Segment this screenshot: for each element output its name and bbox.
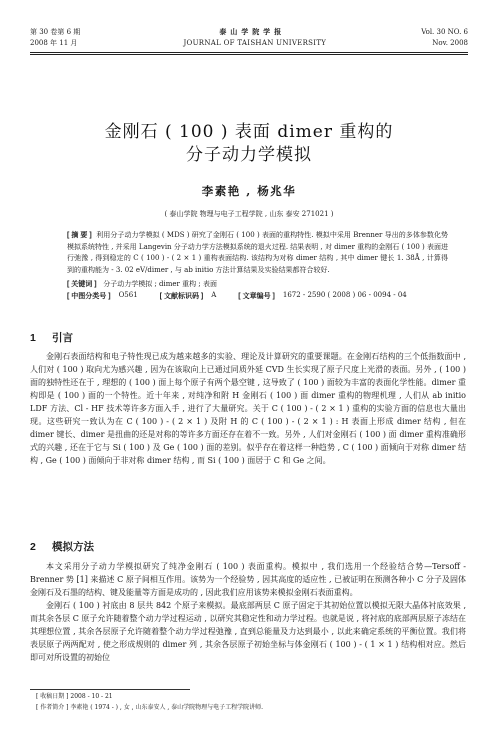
clc-value: O561 — [118, 291, 138, 299]
volume-issue-en: Vol. 30 NO. 6 — [421, 28, 468, 36]
abstract-text: 利用分子动力学模拟 ( MDS ) 研究了金刚石 ( 100 ) 表面的重构特性. 模拟中采用 Brenner 导出的多体参数化势模拟系统特性 , 并采用 Langevin 分子动力学方法模拟系统的退火过程. 结果表明 , 对 dimer 重构的金刚石 ( 100 ) 表面进行弛豫 , 得到稳定的 C ( 100 ) - ( 2 × 1 ) 重构表面结构. 该结构为对称 dimer 结构 , 其中 dimer 键长 1. 38Å , 计算得到的重构能为 - 3. 02 eV/dimer , 与 ab initio 方法计算结果及实验结果都符合较好. — [67, 231, 448, 274]
article-number-label: [ 文章编号 ] — [238, 293, 275, 300]
keywords-text: 分子动力学模拟 ; dimer 重构 ; 表面 — [103, 280, 217, 288]
running-header — [30, 27, 468, 49]
doc-code-value: A — [211, 291, 217, 299]
classification-meta — [67, 291, 458, 301]
clc-label: [ 中图分类号 ] — [67, 293, 111, 300]
body-paragraph: 金刚石 ( 100 ) 衬底由 8 层共 842 个原子来模拟。最底部两层 C 原子固定于其初始位置以模拟无限大晶体衬底效果 , 而其余各层 C 原子允许随着整个动力学过程运动 , 以研究其稳定性和动力学过程。也就是说 , 将衬底的底部两层原子冻结在其理想位置 , 其余各层原子允许随着整个动力学过程弛豫 , 直到总能量及力达到最小 , 以此来确定系统的平衡位置。我们将表层原子两两配对 , 使之形成规则的 dimer 列 , 其余各层原子初始坐标与体金刚石 ( 100 ) - ( 1 × 1 ) 结构相对应。然后即可对所设置的初始位 — [30, 601, 466, 662]
journal-name-cn: 泰 山 学 院 学 报 — [219, 29, 283, 36]
author-affiliation: ( 泰山学院 物理与电子工程学院 , 山东 泰安 271021 ) — [164, 210, 334, 218]
section-heading-method — [30, 539, 94, 554]
abstract-block — [67, 230, 448, 276]
footnote-rule — [30, 689, 190, 690]
header-rule-thin — [30, 54, 468, 55]
footnote-author-bio: [ 作者简介 ] 李素艳 ( 1974 - ) , 女 , 山东泰安人 , 泰山学院物理与电子工程学院讲师. — [36, 704, 264, 711]
section-heading-introduction — [30, 330, 73, 345]
issue-date-cn: 2008 年 11 月 — [30, 39, 78, 47]
section-title: 引言 — [52, 332, 73, 344]
section-title: 模拟方法 — [52, 541, 94, 553]
introduction-body — [30, 350, 466, 467]
issue-date-en: Nov. 2008 — [432, 39, 468, 47]
paper-title-line-1: 金刚石 ( 100 ) 表面 dimer 重构的 — [104, 122, 394, 142]
paper-title-line-2: 分子动力学模拟 — [186, 145, 312, 165]
article-number-value: 1672 - 2590 ( 2008 ) 06 - 0094 - 04 — [282, 291, 407, 299]
keywords-block — [67, 279, 448, 291]
journal-name-en: JOURNAL OF TAISHAN UNIVERSITY — [183, 39, 327, 47]
section-number: 2 — [30, 541, 36, 553]
section-number: 1 — [30, 332, 36, 344]
volume-issue-cn: 第 30 卷第 6 期 — [30, 28, 81, 36]
document-code — [160, 291, 217, 301]
doc-code-label: [ 文献标识码 ] — [159, 293, 204, 300]
body-paragraph: 金刚石表面结构和电子特性现已成为越来越多的实验、理论及计算研究的重要课题。在金刚石结构的三个低指数面中 , 人们对 ( 100 ) 取向尤为感兴趣 , 因为在该取向上已通过同质外延 CVD 生长实现了原子尺度上光滑的表面。另外 , ( 100 ) 面的独特性还在于 , 理想的 ( 100 ) 面上每个原子有两个悬空键 , 这导致了 ( 100 ) 面较为丰富的表面化学性能。dimer 重构即是 ( 100 ) 面的一个特性。近十年来 , 对纯净和附 H 金刚石 ( 100 ) 面 dimer 重构的物理机理 , 人们从 ab initio LDF 方法、Cl - HF 技术等许多方面入手 , 进行了大量研究。关于 C ( 100 ) - ( 2 × 1 ) 重构的实验方面的信息也大量出现。这些研究一致认为在 C ( 100 ) - ( 2 × 1 ) 及附 H 的 C ( 100 ) - ( 2 × 1 ) : H 表面上形成 dimer 结构 , 但在 dimer 键长、dimer 是扭曲的还是对称的等许多方面还存在着不一致。另外 , 人们对金刚石 ( 100 ) 面 dimer 重构准确形式的兴趣 , 还在于它与 Si ( 100 ) 及 Ge ( 100 ) 面的差别。似乎存在着这样一种趋势 , C ( 100 ) 面倾向于对称 dimer 结构 , Ge ( 100 ) 面倾向于非对称 dimer 结构 , 而 Si ( 100 ) 面居于 C 和 Ge 之间。 — [30, 352, 466, 465]
paper-authors: 李素艳 , 杨兆华 — [201, 184, 297, 198]
body-paragraph: 本文采用分子动力学模拟研究了纯净金刚石 ( 100 ) 表面重构。模拟中 , 我们选用一个经验结合势—Tersoff - Brenner 势 [1] 来描述 C 原子间相互作用。该势为一个经验势 , 因其高度的适应性 , 已被证明在预测各种小 C 分子及固体金刚石及石墨的结构、键及能量等方面是成功的 , 因此我们应用该势来模拟金刚石表面重构。 — [30, 562, 466, 597]
article-number — [238, 291, 406, 301]
clc-number — [67, 291, 138, 301]
keywords-label: [ 关键词 ] — [67, 281, 97, 288]
method-body — [30, 560, 466, 664]
abstract-label: [ 摘 要 ] — [67, 232, 92, 239]
header-rule-thick — [30, 52, 468, 53]
footnote-received-date: [ 收稿日期 ] 2008 - 10 - 21 — [36, 693, 113, 700]
